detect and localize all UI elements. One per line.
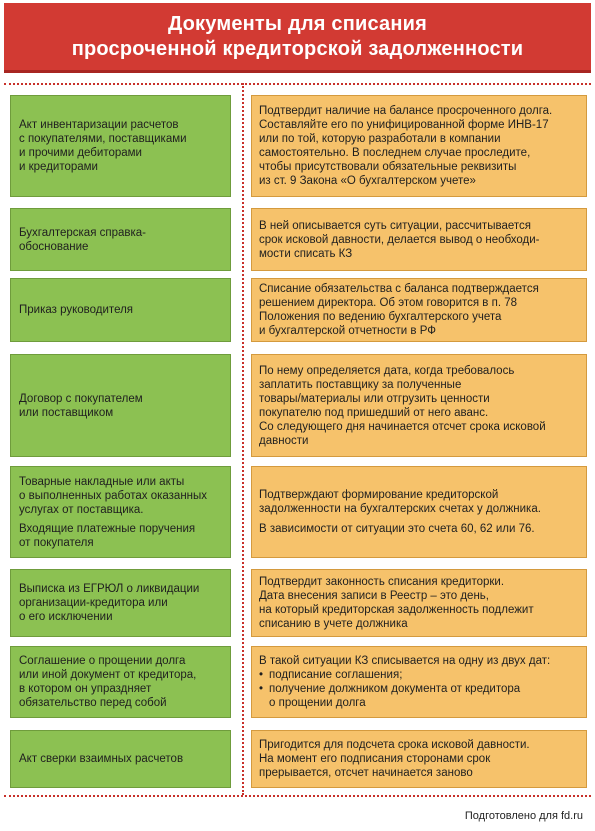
table-row bbox=[10, 208, 587, 271]
document-note-text: В такой ситуации КЗ списывается на одну из двух дат: bbox=[259, 655, 551, 667]
document-name-text: Акт сверки взаимных расчетов bbox=[19, 753, 184, 765]
document-note-box bbox=[251, 354, 587, 457]
document-name-box bbox=[10, 208, 231, 271]
document-note-text: По нему определяется дата, когда требовалось заплатить поставщику за полученные товары/материалы или отгрузить ценности покупателю под пришедший от него аванс. Со следующего дня начинается отсчет срока исковой давности bbox=[259, 364, 546, 447]
document-note-box bbox=[251, 278, 587, 342]
document-note-box bbox=[251, 466, 587, 558]
document-note-text: Пригодится для подсчета срока исковой давности. На момент его подписания сторонами срок прерывается, отсчет начинается заново bbox=[259, 739, 530, 779]
document-name-text: Выписка из ЕГРЮЛ о ликвидации организации-кредитора или о его исключении bbox=[19, 583, 200, 623]
document-name-box bbox=[10, 95, 231, 197]
document-name-text: Договор с покупателем или поставщиком bbox=[19, 392, 143, 419]
document-note-box bbox=[251, 95, 587, 197]
note-bullet-item: • подписание соглашения; bbox=[259, 668, 580, 682]
document-name-box bbox=[10, 466, 231, 558]
page-title-line2: просроченной кредиторской задолженности bbox=[71, 37, 524, 60]
document-name-box bbox=[10, 354, 231, 457]
document-name-box bbox=[10, 278, 231, 342]
document-note-text: В ней описывается суть ситуации, рассчитывается срок исковой давности, делается вывод о необходи- мости списать КЗ bbox=[259, 219, 540, 260]
document-name-box bbox=[10, 646, 231, 718]
document-name-text: Бухгалтерская справка- обоснование bbox=[19, 226, 147, 253]
document-note-text: Подтверждают формирование кредиторской задолженности на бухгалтерских счетах у должника. bbox=[259, 489, 541, 515]
document-name-box bbox=[10, 730, 231, 788]
document-name-text: Приказ руководителя bbox=[19, 304, 134, 316]
table-row bbox=[10, 569, 587, 637]
bottom-divider bbox=[4, 795, 591, 797]
table-row bbox=[10, 646, 587, 718]
document-note-box bbox=[251, 646, 587, 718]
document-note-text: Подтвердит законность списания кредиторки. Дата внесения записи в Реестр – это день, на который кредиторская задолженность подлежит списанию в учете должника bbox=[259, 576, 534, 630]
table-row bbox=[10, 730, 587, 788]
document-note-box bbox=[251, 569, 587, 637]
document-name-text: Соглашение о прощении долга или иной документ от кредитора, в котором он упраздняет обязательство перед собой bbox=[19, 655, 197, 709]
document-note-text: Подтвердит наличие на балансе просроченного долга. Составляйте его по унифицированной форме ИНВ-17 или по той, которую разработали в компании самостоятельно. В последнем случае проследите, чтобы присутствовали обязательные реквизиты из ст. 9 Закона «О бухгалтерском учете» bbox=[259, 105, 553, 187]
table-row bbox=[10, 278, 587, 342]
note-bullet-item: • получение должником документа от кредитора о прощении долга bbox=[259, 682, 580, 710]
top-divider bbox=[4, 83, 591, 85]
document-name-text: Товарные накладные или акты о выполненных работах оказанных услугах от поставщика. bbox=[19, 475, 208, 516]
document-note-text: Списание обязательства с баланса подтверждается решением директора. Об этом говорится в п. 78 Положения по ведению бухгалтерского учета и бухгалтерской отчетности в РФ bbox=[259, 283, 539, 337]
note-bullet-list bbox=[259, 668, 580, 710]
document-name-text: Акт инвентаризации расчетов с покупателями, поставщиками и прочими дебиторами и кредиторами bbox=[19, 119, 187, 173]
document-note-box bbox=[251, 730, 587, 788]
document-note-box bbox=[251, 208, 587, 271]
table-row bbox=[10, 354, 587, 457]
document-name-text: Входящие платежные поручения от покупателя bbox=[19, 522, 196, 549]
footer-credit: Подготовлено для fd.ru bbox=[464, 810, 583, 822]
page-header bbox=[4, 3, 591, 73]
document-note-text: В зависимости от ситуации это счета 60, 62 или 76. bbox=[259, 523, 535, 535]
table-row bbox=[10, 466, 587, 558]
page-title-line1: Документы для списания bbox=[167, 12, 428, 35]
table-row bbox=[10, 95, 587, 197]
document-name-box bbox=[10, 569, 231, 637]
